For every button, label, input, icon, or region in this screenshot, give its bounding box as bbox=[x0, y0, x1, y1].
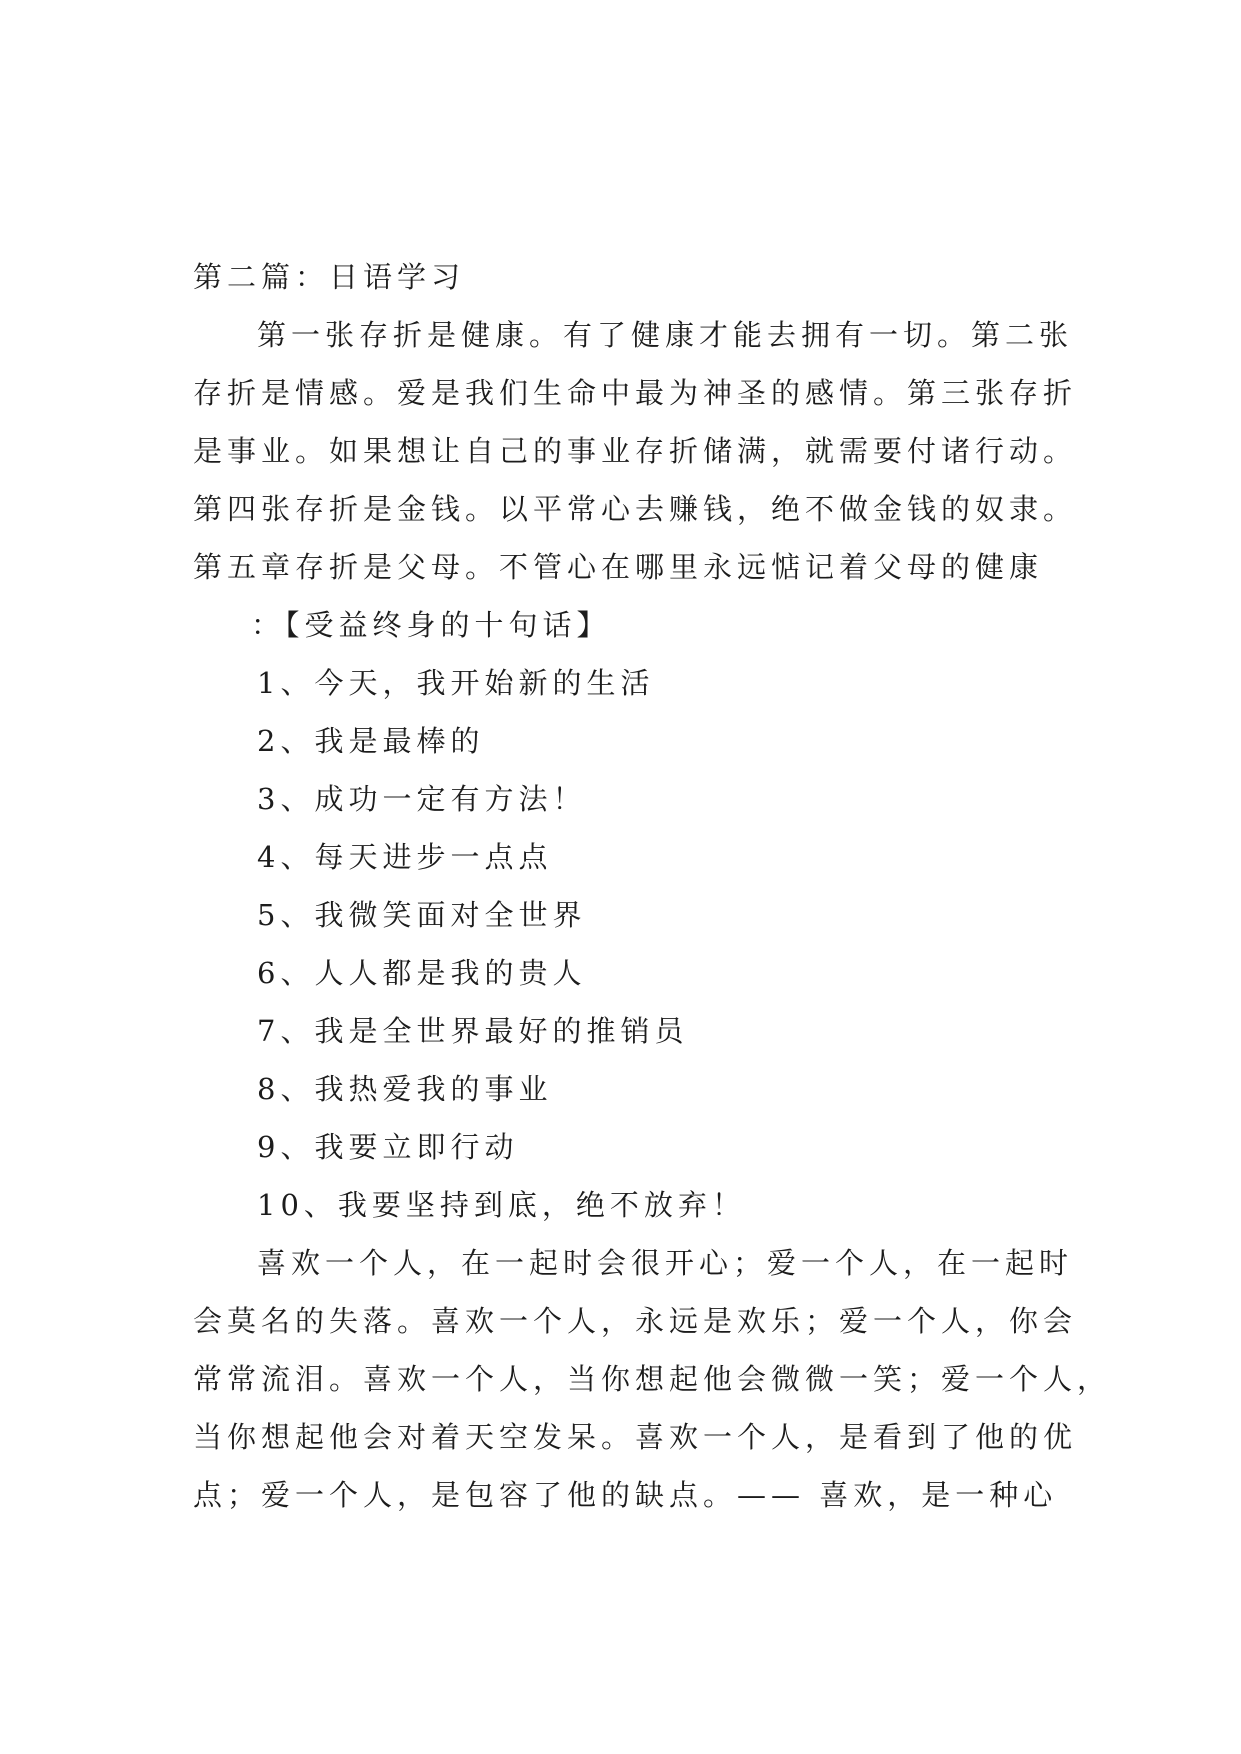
paragraph-line: 第四张存折是金钱。以平常心去赚钱，绝不做金钱的奴隶。 bbox=[193, 492, 1078, 526]
list-item: 9、我要立即行动 bbox=[257, 1130, 519, 1164]
list-item: 3、成功一定有方法！ bbox=[257, 782, 587, 816]
list-item: 7、我是全世界最好的推销员 bbox=[257, 1014, 689, 1048]
list-item: 2、我是最棒的 bbox=[257, 724, 485, 758]
list-item: 10、我要坚持到底，绝不放弃！ bbox=[257, 1188, 746, 1222]
paragraph-line: 喜欢一个人，在一起时会很开心；爱一个人，在一起时 bbox=[257, 1246, 1074, 1280]
paragraph-line: 第一张存折是健康。有了健康才能去拥有一切。第二张 bbox=[257, 318, 1074, 352]
list-item: 4、每天进步一点点 bbox=[257, 840, 553, 874]
list-item: 1、今天，我开始新的生活 bbox=[257, 666, 655, 700]
paragraph-like-love bbox=[193, 1234, 1112, 1524]
list-title: ：【受益终身的十句话】 bbox=[251, 608, 611, 642]
list-item: 5、我微笑面对全世界 bbox=[257, 898, 587, 932]
paragraph-line: 是事业。如果想让自己的事业存折储满，就需要付诸行动。 bbox=[193, 434, 1078, 468]
paragraph-line: 当你想起他会对着天空发呆。喜欢一个人，是看到了他的优 bbox=[193, 1420, 1078, 1454]
paragraph-bankbooks bbox=[193, 306, 1078, 596]
list-item: 6、人人都是我的贵人 bbox=[257, 956, 587, 990]
paragraph-line: 点；爱一个人，是包容了他的缺点。—— 喜欢，是一种心 bbox=[193, 1478, 1058, 1512]
paragraph-line: 常常流泪。喜欢一个人，当你想起他会微微一笑；爱一个人， bbox=[193, 1362, 1112, 1396]
paragraph-line: 第五章存折是父母。不管心在哪里永远惦记着父母的健康 bbox=[193, 550, 1044, 584]
list-item: 8、我热爱我的事业 bbox=[257, 1072, 553, 1106]
paragraph-line: 会莫名的失落。喜欢一个人，永远是欢乐；爱一个人，你会 bbox=[193, 1304, 1078, 1338]
document-heading: 第二篇：日语学习 bbox=[193, 260, 466, 294]
paragraph-line: 存折是情感。爱是我们生命中最为神圣的感情。第三张存折 bbox=[193, 376, 1078, 410]
sayings-list bbox=[193, 654, 1063, 1234]
document-page bbox=[193, 248, 1112, 1524]
